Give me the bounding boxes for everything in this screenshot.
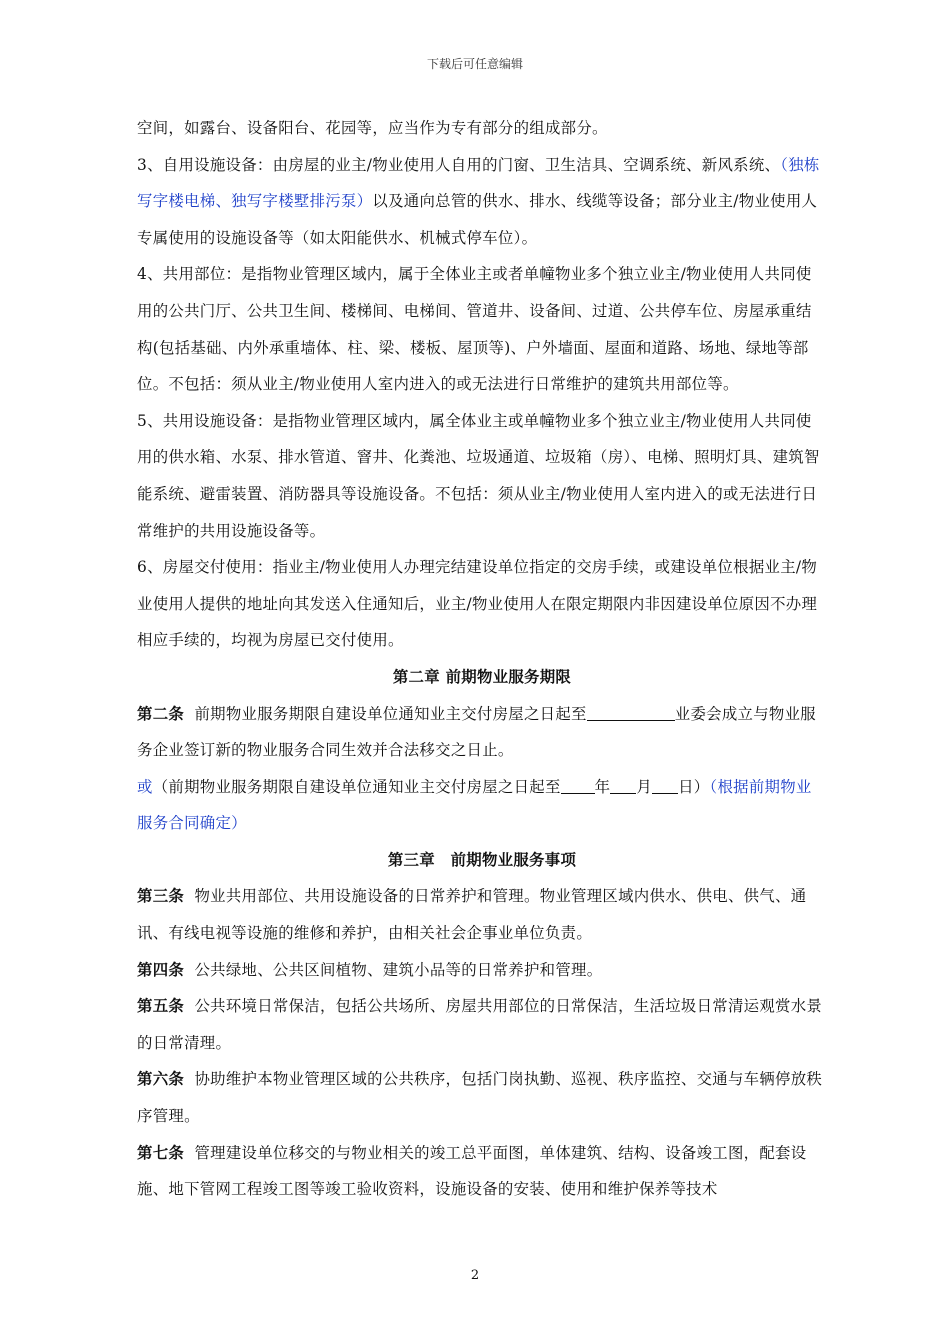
page-number: 2 bbox=[470, 1268, 480, 1283]
article-5: 第五条 公共环境日常保洁，包括公共场所、房屋共用部位的日常保洁，生活垃圾日常清运观赏水景的日常清理。 bbox=[137, 997, 823, 1052]
article-7: 第七条 管理建设单位移交的与物业相关的竣工总平面图，单体建筑、结构、设备竣工图，配套设施、地下管网工程竣工图等竣工验收资料，设施设备的安装、使用和维护保养等技术 bbox=[137, 1143, 807, 1199]
paragraph-private-space: 空间，如露台、设备阳台、花园等，应当作为专有部分的组成部分。 bbox=[137, 119, 608, 137]
chapter-3-heading: 第三章 前期物业服务事项 bbox=[387, 850, 577, 869]
article-label: 第七条 bbox=[137, 1143, 185, 1162]
paragraph-house-delivery: 6、房屋交付使用：指业主/物业使用人办理完结建设单位指定的交房手续，或建设单位根据业主/物业使用人提供的地址向其发送入住通知后，业主/物业使用人在限定期限内非因建设单位原因不办理相应手续的，均视为房屋已交付使用。 bbox=[137, 558, 818, 650]
paragraph-common-facilities: 5、共用设施设备：是指物业管理区域内，属全体业主或单幢物业多个独立业主/物业使用人共同使用的供水箱、水泵、排水管道、窨井、化粪池、垃圾通道、垃圾箱（房）、电梯、照明灯具、建筑智能系统、避雷装置、消防器具等设施设备。不包括：须从业主/物业使用人室内进入的或无法进行日常维护的共用设施设备等。 bbox=[137, 411, 820, 540]
blank-year bbox=[561, 777, 595, 793]
page-header: 下载后可任意编辑 bbox=[426, 57, 523, 71]
article-6: 第六条 协助维护本物业管理区域的公共秩序，包括门岗执勤、巡视、秩序监控、交通与车辆停放秩序管理。 bbox=[137, 1070, 823, 1126]
blue-note: （根据前期物业服务合同确定） bbox=[137, 777, 812, 833]
article-3: 第三条 物业共用部位、共用设施设备的日常养护和管理。物业管理区域内供水、供电、供气、通讯、有线电视等设施的维修和养护，由相关社会企事业单位负责。 bbox=[137, 887, 807, 943]
paragraph-private-facilities: 3、自用设施设备：由房屋的业主/物业使用人自用的门窗、卫生洁具、空调系统、新风系统、（独栋写字楼电梯、独写字楼墅排污泵）以及通向总管的供水、排水、线缆等设备；部分业主/物业使用人专属使用的设施设备等（如太阳能供水、机械式停车位）。 bbox=[137, 155, 820, 247]
article-label: 第四条 bbox=[137, 960, 185, 979]
article-label: 第三条 bbox=[137, 887, 185, 906]
blue-note: （独栋写字楼电梯、独写字楼墅排污泵） bbox=[137, 155, 820, 211]
blank-month bbox=[610, 777, 636, 793]
chapter-2-heading: 第二章 前期物业服务期限 bbox=[392, 667, 572, 686]
article-4: 第四条 公共绿地、公共区间植物、建筑小品等的日常养护和管理。 bbox=[137, 960, 603, 979]
blank-day bbox=[652, 777, 678, 793]
article-label: 第二条 bbox=[137, 704, 185, 723]
article-2: 第二条 前期物业服务期限自建设单位通知业主交付房屋之日起至 业委会成立与物业服务企业签订新的物业服务合同生效并合法移交之日止。 bbox=[137, 704, 816, 760]
article-label: 第五条 bbox=[137, 997, 185, 1016]
document-body bbox=[137, 110, 827, 1208]
alternative-clause: 或（前期物业服务期限自建设单位通知业主交付房屋之日起至 年 月 日）（根据前期物业服务合同确定） bbox=[137, 777, 812, 833]
article-label: 第六条 bbox=[137, 1070, 185, 1089]
blank-line bbox=[587, 704, 675, 720]
paragraph-common-parts: 4、共用部位：是指物业管理区域内，属于全体业主或者单幢物业多个独立业主/物业使用人共同使用的公共门厅、公共卫生间、楼梯间、电梯间、管道井、设备间、过道、公共停车位、房屋承重结构(包括基础、内外承重墙体、柱、梁、楼板、屋顶等)、户外墙面、屋面和道路、场地、绿地等部位。不包括：须从业主/物业使用人室内进入的或无法进行日常维护的建筑共用部位等。 bbox=[137, 265, 812, 394]
